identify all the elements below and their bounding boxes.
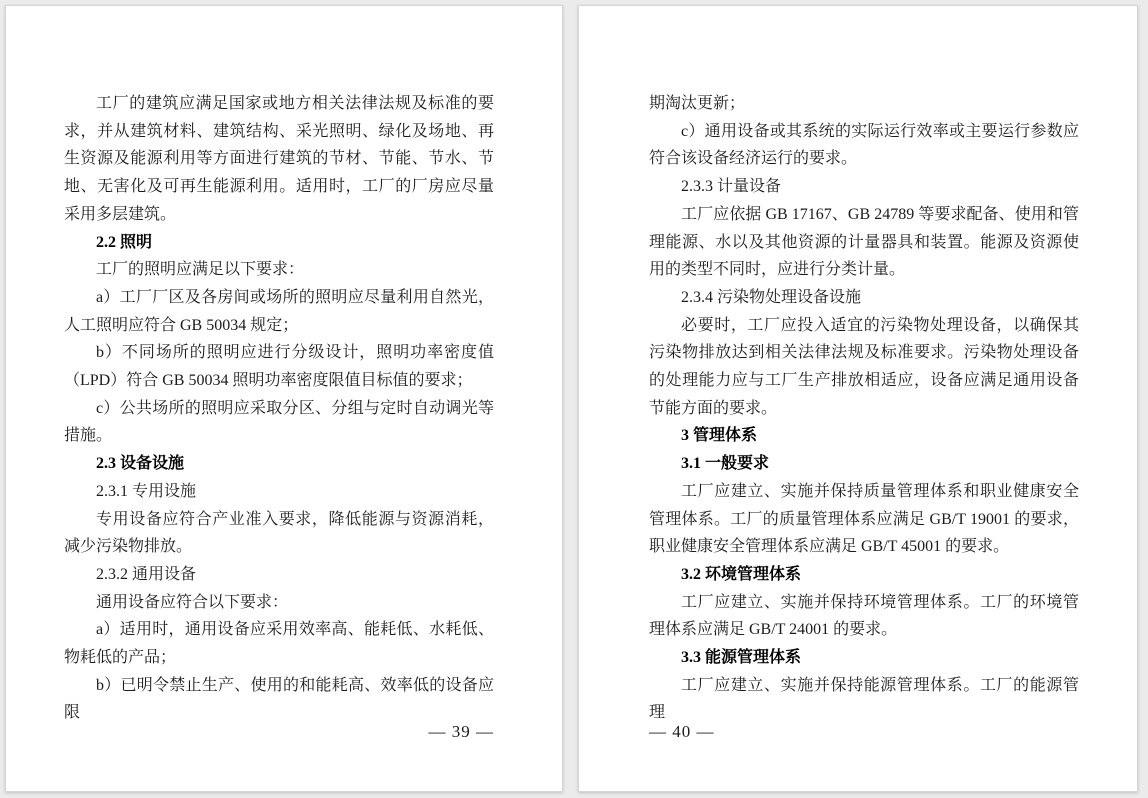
paragraph: b）已明令禁止生产、使用的和能耗高、效率低的设备应限 bbox=[64, 676, 494, 722]
paragraph: 工厂应建立、实施并保持能源管理体系。工厂的能源管理 bbox=[649, 676, 1079, 722]
paragraph: 期淘汰更新； bbox=[649, 95, 746, 112]
page-39 bbox=[5, 5, 563, 792]
section-heading: 3 管理体系 bbox=[681, 427, 758, 445]
section-heading: 3.3 能源管理体系 bbox=[681, 649, 802, 667]
page-content bbox=[64, 90, 494, 727]
page-content bbox=[649, 90, 1079, 727]
page-40 bbox=[578, 5, 1138, 792]
paragraph: a）适用时，通用设备应采用效率高、能耗低、水耗低、物耗低的产品； bbox=[64, 621, 494, 667]
page-number: — 39 — bbox=[428, 722, 494, 741]
paragraph: 工厂应建立、实施并保持环境管理体系。工厂的环境管理体系应满足 GB/T 24001 的要求。 bbox=[649, 593, 1079, 639]
paragraph: c）通用设备或其系统的实际运行效率或主要运行参数应符合该设备经济运行的要求。 bbox=[649, 122, 1079, 168]
paragraph: 通用设备应符合以下要求： bbox=[96, 593, 289, 611]
paragraph: 工厂的照明应满足以下要求： bbox=[96, 261, 305, 279]
sub-heading: 2.3.4 污染物处理设备设施 bbox=[681, 288, 862, 306]
sub-heading: 2.3.1 专用设施 bbox=[96, 482, 197, 500]
paragraph: c）公共场所的照明应采取分区、分组与定时自动调光等措施。 bbox=[64, 399, 494, 445]
section-heading: 2.2 照明 bbox=[96, 233, 153, 251]
sub-heading: 2.3.3 计量设备 bbox=[681, 178, 782, 196]
section-heading: 3.2 环境管理体系 bbox=[681, 565, 802, 583]
paragraph: b）不同场所的照明应进行分级设计，照明功率密度值（LPD）符合 GB 50034 照明功率密度限值目标值的要求； bbox=[64, 344, 494, 390]
page-number: — 40 — bbox=[649, 722, 715, 741]
section-heading: 2.3 设备设施 bbox=[96, 455, 185, 473]
paragraph: a）工厂厂区及各房间或场所的照明应尽量利用自然光，人工照明应符合 GB 50034 规定； bbox=[64, 288, 494, 334]
paragraph: 工厂应建立、实施并保持质量管理体系和职业健康安全管理体系。工厂的质量管理体系应满足 GB/T 19001 的要求，职业健康安全管理体系应满足 GB/T 45001 的要求。 bbox=[649, 482, 1079, 556]
sub-heading: 2.3.2 通用设备 bbox=[96, 565, 197, 583]
section-heading: 3.1 一般要求 bbox=[681, 455, 770, 473]
paragraph: 专用设备应符合产业准入要求，降低能源与资源消耗，减少污染物排放。 bbox=[64, 510, 494, 556]
paragraph: 工厂的建筑应满足国家或地方相关法律法规及标准的要求，并从建筑材料、建筑结构、采光照明、绿化及场地、再生资源及能源利用等方面进行建筑的节材、节能、节水、节地、无害化及可再生能源利用。适用时，工厂的厂房应尽量采用多层建筑。 bbox=[64, 95, 494, 223]
paragraph: 必要时，工厂应投入适宜的污染物处理设备，以确保其污染物排放达到相关法律法规及标准要求。污染物处理设备的处理能力应与工厂生产排放相适应，设备应满足通用设备节能方面的要求。 bbox=[649, 316, 1079, 417]
paragraph: 工厂应依据 GB 17167、GB 24789 等要求配备、使用和管理能源、水以及其他资源的计量器具和装置。能源及资源使用的类型不同时，应进行分类计量。 bbox=[649, 205, 1079, 279]
